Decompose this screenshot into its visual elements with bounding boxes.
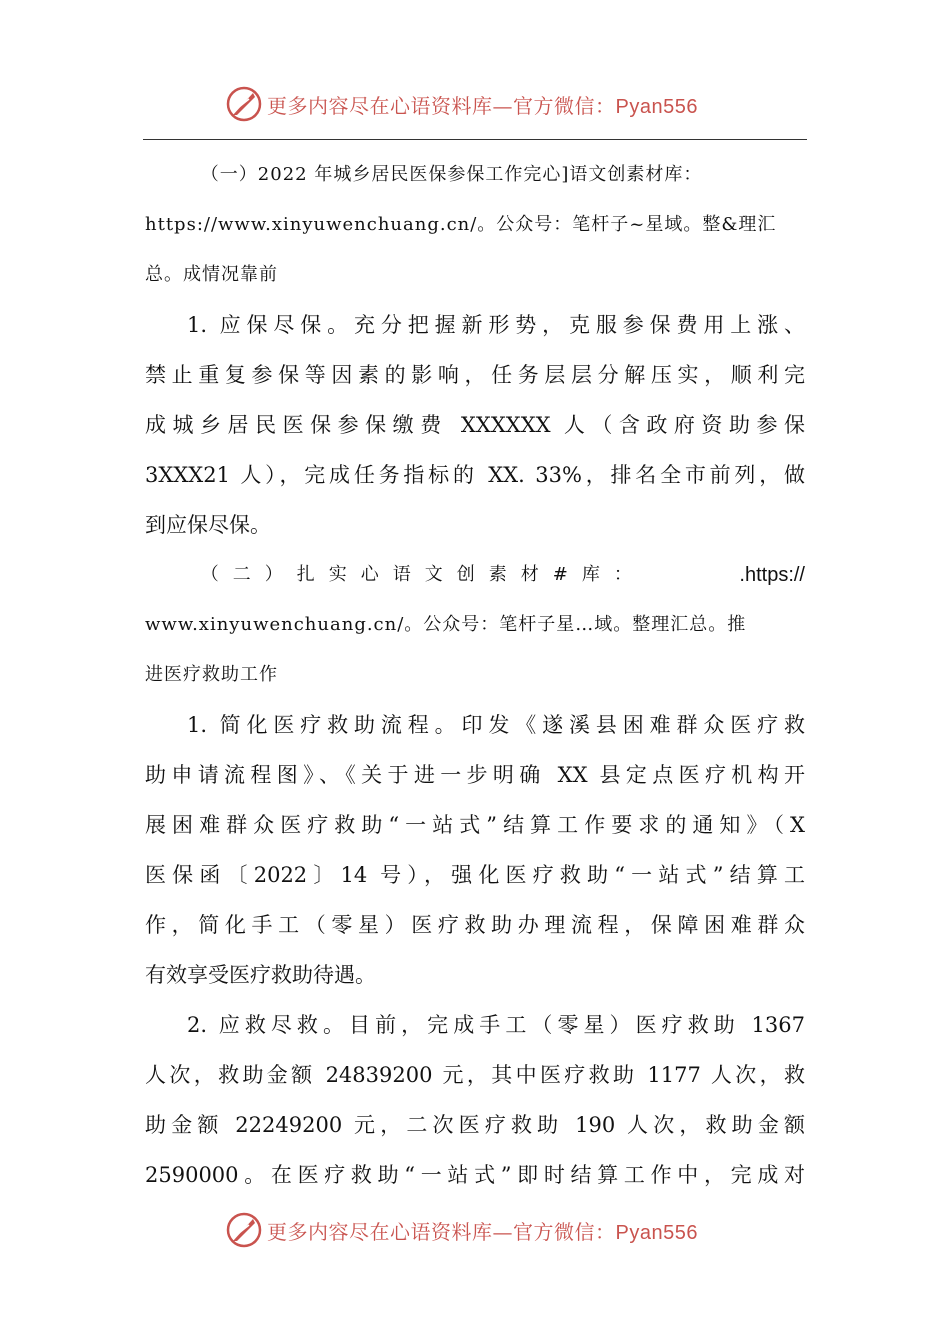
section-heading-2-cont: www.xinyuwenchuang.cn/。公众号：笔杆子星…域。整理汇总。推 进医疗救助工作 bbox=[145, 614, 747, 685]
watermark-text: 更多内容尽在心语资料库—官方微信：Pyan556 bbox=[267, 93, 698, 118]
paragraph-2-cont: 助申请流程图》、《关于进一步明确 XX 县定点医疗机构开 展困难群众医疗救助“一站式”结算工作要求的通知》（X 医保函〔2022〕14 号），强化医疗救助“一站式”结算工 作，简化手工（零星）医疗救助办理流程，保障困难群众 有效享受医疗救助待遇。 bbox=[145, 763, 805, 987]
section-heading-2: （二）扎实心语文创素材#库： .https:// bbox=[200, 564, 805, 586]
section-heading-1-cont: https://www.xinyuwenchuang.cn/。公众号：笔杆子~星域。整&理汇 总。成情况靠前 bbox=[145, 214, 777, 285]
section-heading-1: （一）2022 年城乡居民医保参保工作完心]语文创素材库： bbox=[200, 164, 703, 185]
watermark-text: 更多内容尽在心语资料库—官方微信：Pyan556 bbox=[267, 1219, 698, 1244]
paragraph-1-cont: 禁止重复参保等因素的影响，任务层层分解压实，顺利完 成城乡居民医保参保缴费 XXXXXX 人（含政府资助参保 3XXX21 人），完成任务指标的 XX. 33%，排名全市前列，做 到应保尽保。 bbox=[145, 363, 805, 537]
paragraph-2: 1. 简化医疗救助流程。印发《遂溪县困难群众医疗救 bbox=[187, 713, 805, 737]
header-watermark bbox=[225, 84, 698, 124]
paragraph-1: 1. 应保尽保。充分把握新形势，克服参保费用上涨、 bbox=[187, 313, 805, 337]
header-divider bbox=[143, 139, 807, 140]
paragraph-3: 2. 应救尽救。目前，完成手工（零星）医疗救助 1367 bbox=[187, 1013, 805, 1037]
footer-watermark bbox=[225, 1210, 698, 1250]
document-body bbox=[145, 150, 805, 1200]
quill-logo-icon bbox=[225, 85, 263, 123]
quill-logo-icon bbox=[225, 1211, 263, 1249]
paragraph-3-cont: 人次，救助金额 24839200 元，其中医疗救助 1177 人次，救 助金额 22249200 元，二次医疗救助 190 人次，救助金额 2590000。在医疗救助“一站式”即时结算工作中，完成对 bbox=[145, 1063, 805, 1187]
